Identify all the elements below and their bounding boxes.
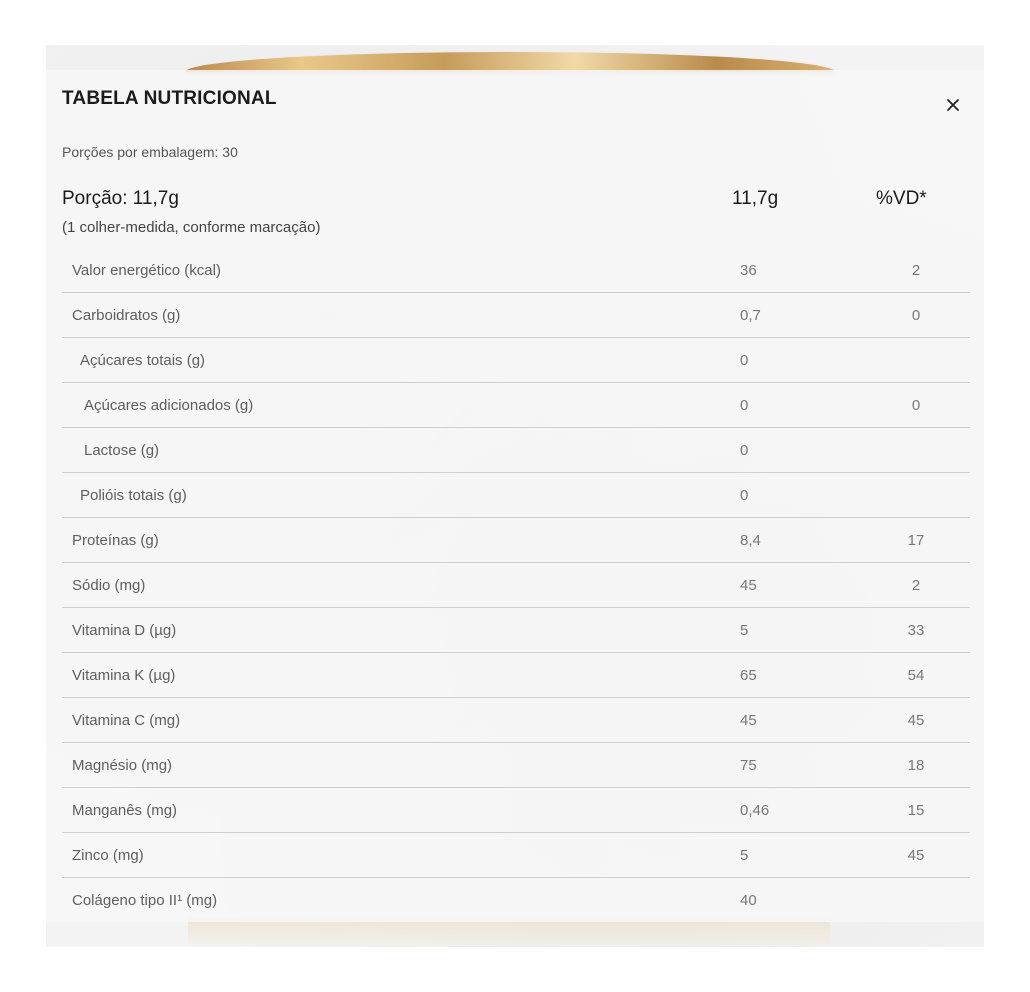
close-button[interactable] [942, 94, 964, 116]
nutrient-name: Carboidratos (g) [72, 307, 181, 324]
nutrient-amount: 5 [740, 622, 749, 639]
nutrient-amount: 40 [740, 892, 757, 909]
table-row [62, 653, 970, 698]
nutrient-daily-value: 45 [907, 847, 925, 864]
table-row [62, 293, 970, 338]
table-row [62, 383, 970, 428]
nutrition-modal [46, 70, 984, 922]
close-icon [942, 94, 964, 116]
nutrient-daily-value: 33 [907, 622, 925, 639]
nutrient-daily-value: 0 [911, 307, 921, 324]
nutrient-name: Vitamina C (mg) [72, 712, 181, 729]
product-gold-base [188, 918, 830, 946]
nutrient-amount: 0 [740, 487, 749, 504]
nutrient-daily-value: 2 [911, 262, 921, 279]
table-row [62, 743, 970, 788]
nutrient-amount: 0,46 [740, 802, 770, 819]
nutrient-amount: 8,4 [740, 532, 761, 549]
table-row [62, 698, 970, 743]
nutrient-name: Magnésio (mg) [72, 757, 173, 774]
nutrient-name: Sódio (mg) [72, 577, 146, 594]
table-row [62, 608, 970, 653]
servings-per-package: Porções por embalagem: 30 [62, 144, 238, 160]
nutrient-name: Manganês (mg) [72, 802, 178, 819]
table-row [62, 338, 970, 383]
nutrient-daily-value: 2 [911, 577, 921, 594]
nutrient-amount: 45 [740, 577, 757, 594]
nutrient-daily-value: 17 [907, 532, 925, 549]
nutrient-name: Polióis totais (g) [80, 487, 187, 504]
nutrition-table [62, 248, 970, 922]
amount-column-header: 11,7g [732, 188, 779, 209]
table-row [62, 878, 970, 922]
nutrient-amount: 75 [740, 757, 757, 774]
nutrient-daily-value: 15 [907, 802, 925, 819]
modal-title: TABELA NUTRICIONAL [62, 88, 277, 109]
nutrient-name: Açúcares totais (g) [80, 352, 206, 369]
dv-column-header: %VD* [876, 188, 927, 209]
nutrient-amount: 5 [740, 847, 749, 864]
nutrient-amount: 0 [740, 442, 749, 459]
nutrient-daily-value: 45 [907, 712, 925, 729]
nutrient-name: Zinco (mg) [72, 847, 144, 864]
table-row [62, 473, 970, 518]
nutrient-name: Proteínas (g) [72, 532, 159, 549]
nutrient-amount: 36 [740, 262, 757, 279]
nutrient-amount: 0 [740, 352, 749, 369]
nutrient-daily-value: 54 [907, 667, 925, 684]
table-row [62, 788, 970, 833]
nutrient-amount: 45 [740, 712, 757, 729]
table-row [62, 563, 970, 608]
nutrient-daily-value: 18 [907, 757, 925, 774]
nutrient-name: Valor energético (kcal) [72, 262, 221, 279]
nutrient-amount: 0,7 [740, 307, 761, 324]
nutrient-name: Vitamina K (µg) [72, 667, 176, 684]
nutrient-name: Vitamina D (µg) [72, 622, 177, 639]
nutrient-name: Açúcares adicionados (g) [84, 397, 254, 414]
portion-subtitle: (1 colher-medida, conforme marcação) [62, 219, 321, 236]
nutrient-name: Lactose (g) [84, 442, 160, 459]
nutrient-amount: 0 [740, 397, 749, 414]
table-row [62, 428, 970, 473]
table-row [62, 518, 970, 563]
table-row [62, 833, 970, 878]
nutrient-daily-value: 0 [911, 397, 921, 414]
table-row [62, 248, 970, 293]
portion-title: Porção: 11,7g [62, 188, 179, 209]
nutrient-amount: 65 [740, 667, 757, 684]
nutrient-name: Colágeno tipo II¹ (mg) [72, 892, 218, 909]
